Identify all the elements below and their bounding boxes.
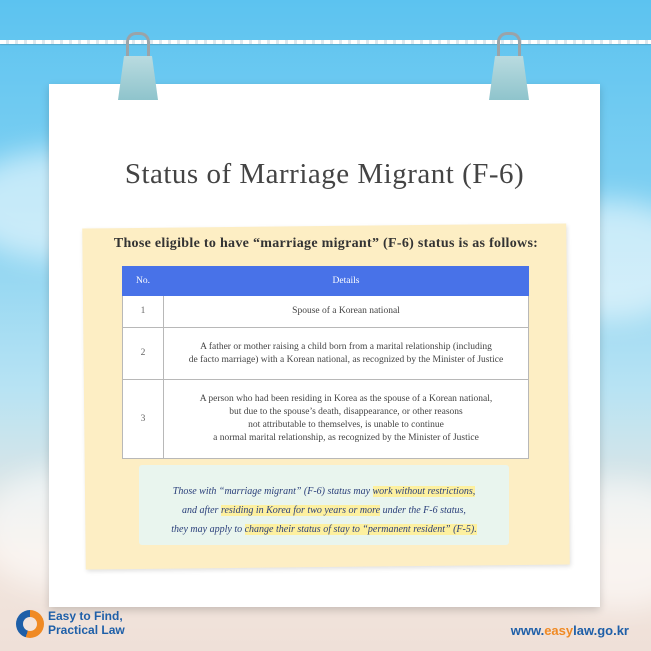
site-url[interactable] <box>511 623 629 638</box>
clothesline <box>0 40 651 44</box>
logo-text <box>48 609 168 637</box>
logo-line: Practical Law <box>48 623 125 637</box>
url-part: law.go.kr <box>573 623 629 638</box>
footnote-text: Those with “marriage migrant” (F-6) status may <box>172 486 373 497</box>
detail-line: but due to the spouse’s death, disappearance, or other reasons <box>229 407 463 417</box>
row-number: 1 <box>123 296 164 328</box>
detail-line: de facto marriage) with a Korean national, as recognized by the Minister of Justice <box>188 354 504 365</box>
row-number: 2 <box>123 328 164 380</box>
footnote-box <box>139 465 509 545</box>
detail-line: Spouse of a Korean national <box>292 306 400 316</box>
footnote-highlight: residing in Korea for two years or more <box>220 505 381 516</box>
detail-line: not attributable to themselves, is unable to continue <box>248 420 444 430</box>
row-details <box>164 328 529 380</box>
footnote-highlight: work without restrictions, <box>372 486 476 497</box>
binder-clip-right <box>489 32 529 100</box>
url-part: www. <box>510 623 545 638</box>
column-header-no: No. <box>123 267 164 296</box>
row-details <box>164 296 529 328</box>
table-row <box>123 328 529 380</box>
eligibility-table <box>122 266 529 459</box>
row-number: 3 <box>123 380 164 459</box>
page-title: Status of Marriage Migrant (F-6) <box>124 158 525 190</box>
detail-line: a normal marital relationship, as recognized by the Minister of Justice <box>213 433 479 443</box>
detail-line: A father or mother raising a child born from a marital relationship (including <box>200 341 492 352</box>
footnote-highlight: change their status of stay to “permanent resident” (F-5). <box>244 524 477 535</box>
row-details <box>164 380 529 459</box>
table-row <box>123 296 529 328</box>
table-row <box>123 380 529 459</box>
detail-line: A person who had been residing in Korea as the spouse of a Korean national, <box>199 394 493 404</box>
logo-mark-icon <box>16 610 44 638</box>
column-header-details: Details <box>164 267 529 296</box>
footnote-text: and after <box>182 505 221 516</box>
binder-clip-left <box>118 32 158 100</box>
footnote-text: under the F-6 status, <box>380 505 466 516</box>
url-accent: easy <box>544 623 574 638</box>
logo-line: Easy to Find, <box>48 609 123 623</box>
footnote-text: they may apply to <box>171 524 245 535</box>
table-header-row <box>123 267 529 296</box>
section-subtitle: Those eligible to have “marriage migrant” (F-6) status is as follows: <box>113 236 539 251</box>
